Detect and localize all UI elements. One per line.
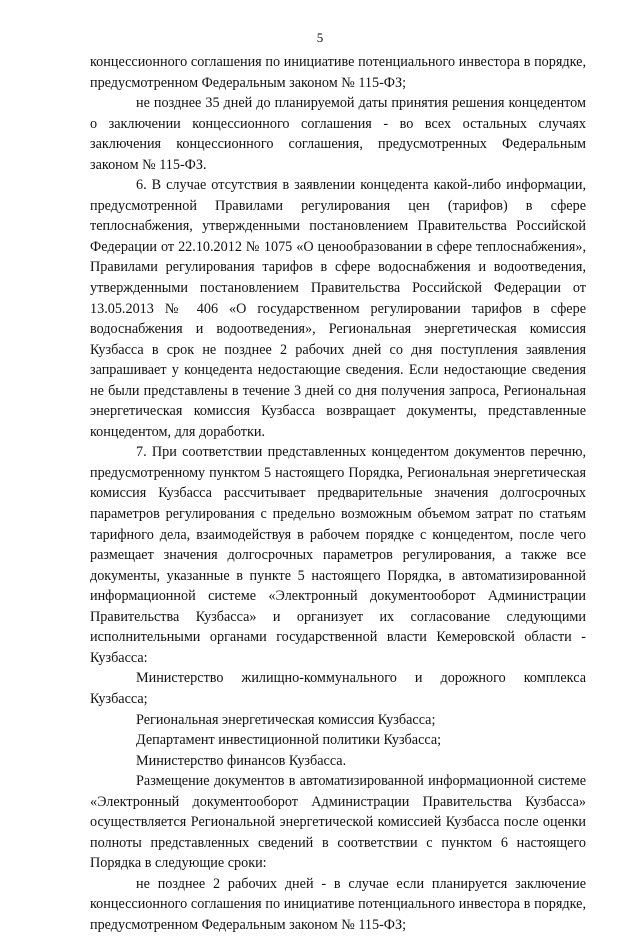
paragraph-energy-commission: Региональная энергетическая комиссия Кузбасса; (136, 711, 436, 728)
paragraph-item-6: 6. В случае отсутствия в заявлении концедента какой-либо информации, предусмотренной Правилами регулирования цен (тарифов) в сфере теплоснабжения, утвержденными постановлением Правительства Российской Федерации от 22.10.2012 № 1075 «О ценообразовании в сфере теплоснабжения», Правилами регулирования тарифов в сфере водоснабжения и водоотведения, утвержденными постановлением Правительства Российской Федерации от 13.05.2013 № 406 «О государственном регулировании тарифов в сфере водоснабжения и водоотведения», Региональная энергетическая комиссия Кузбасса в срок не позднее 2 рабочих дней со дня поступления заявления запрашивает у концедента недостающие сведения. Если недостающие сведения не были представлены в течение 3 дней со дня получения запроса, Региональная энергетическая комиссия Кузбасса возвращает документы, представленные концедентом, для доработки. (90, 177, 586, 440)
paragraph-document-placement: Размещение документов в автоматизированной информационной системе «Электронный документооборот Администрации Правительства Кузбасса» осуществляется Региональной энергетической комиссией Кузбасса после оценки полноты представленных сведений в соответствии с пунктом 6 настоящего Порядка в следующие сроки: (90, 773, 586, 872)
paragraph-ministry-finance: Министерство финансов Кузбасса. (136, 752, 347, 769)
paragraph-continuation: концессионного соглашения по инициативе потенциального инвестора в порядке, предусмотренном Федеральным законом № 115-ФЗ; (90, 54, 586, 91)
document-body (90, 52, 586, 936)
paragraph-deadline-35-days: не позднее 35 дней до планируемой даты принятия решения концедентом о заключении концессионного соглашения - во всех остальных случаях заключения концессионного соглашения, предусмотренных Федеральным законом № 115-ФЗ. (90, 95, 586, 173)
paragraph-ministry-housing: Министерство жилищно-коммунального и дорожного комплекса Кузбасса; (90, 670, 586, 707)
paragraph-investment-department: Департамент инвестиционной политики Кузбасса; (136, 732, 442, 749)
paragraph-item-7: 7. При соответствии представленных концедентом документов перечню, предусмотренному пунктом 5 настоящего Порядка, Региональная энергетическая комиссия Кузбасса рассчитывает предварительные значения долгосрочных параметров регулирования с предельно возможным объемом затрат по статьям тарифного дела, взаимодействуя в рабочем порядке с концедентом, после чего размещает значения долгосрочных параметров регулирования, а также все документы, указанные в пункте 5 настоящего Порядка, в автоматизированной информационной системе «Электронный документооборот Администрации Правительства Кузбасса» и организует их согласование следующими исполнительными органами государственной власти Кемеровской области - Кузбасса: (90, 444, 586, 666)
paragraph-deadline-2-days: не позднее 2 рабочих дней - в случае если планируется заключение концессионного соглашения по инициативе потенциального инвестора в порядке, предусмотренном Федеральным законом № 115-ФЗ; (90, 875, 586, 933)
page-number: 5 (316, 30, 324, 45)
